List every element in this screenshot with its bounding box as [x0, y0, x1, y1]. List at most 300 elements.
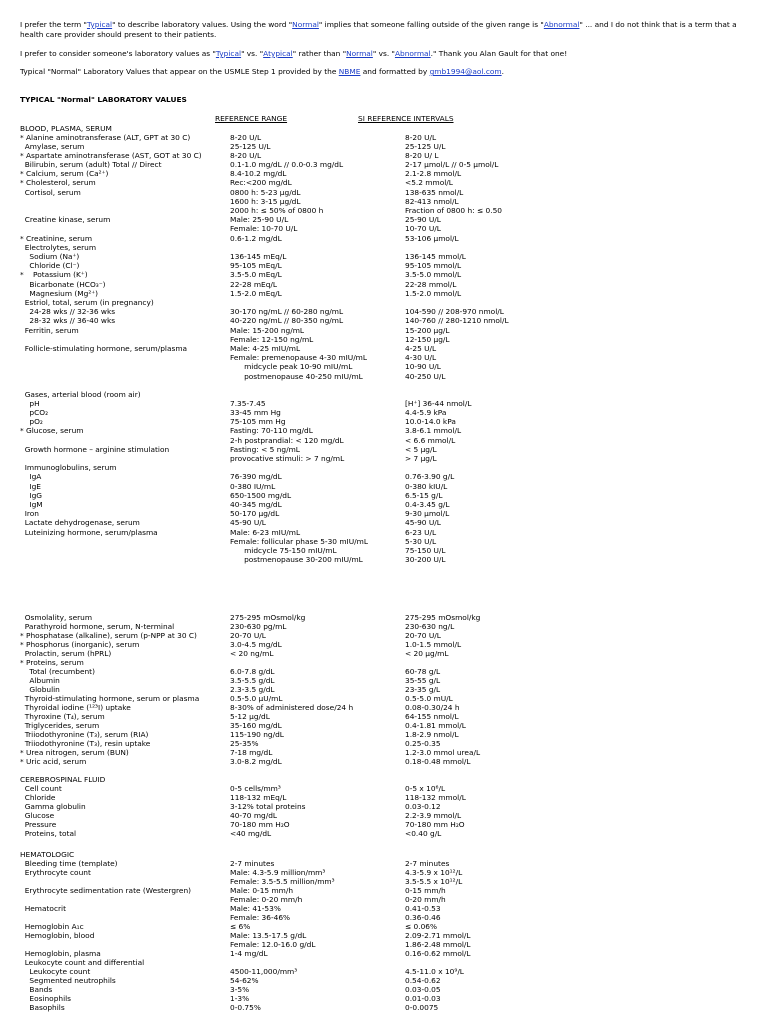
test-name: Bilirubin, serum (adult) Total // Direct: [20, 160, 162, 169]
test-name: Hemoglobin, plasma: [20, 949, 101, 958]
si-value: [H⁺] 36-44 nmol/L: [405, 399, 472, 408]
table-row: [0, 977, 768, 986]
test-name: Glucose: [20, 811, 55, 820]
test-name: Phosphatase (alkaline), serum (p-NPP at 30 C): [26, 631, 197, 640]
si-value: 4.5-11.0 x 10⁹/L: [405, 967, 464, 976]
atypical-term: Atypical: [263, 49, 293, 58]
si-value: 0.16-0.62 mmol/L: [405, 949, 471, 958]
reference-range: Male: 25-90 U/L: [230, 215, 289, 224]
asterisk-marker: *: [20, 757, 24, 766]
test-name: Alanine aminotransferase (ALT, GPT at 30 C): [26, 133, 191, 142]
table-row: [0, 483, 768, 492]
si-value: 64-155 nmol/L: [405, 712, 459, 721]
reference-range: 40-220 ng/mL // 80-350 ng/mL: [230, 316, 344, 325]
test-name: Calcium, serum (Ca²⁺): [26, 169, 109, 178]
reference-range: Female: follicular phase 5-30 mIU/mL: [230, 537, 368, 546]
si-value: <0.40 g/L: [405, 829, 442, 838]
test-name: Prolactin, serum (hPRL): [20, 649, 112, 658]
table-row: [0, 363, 768, 372]
si-value: 0.03-0.05: [405, 985, 441, 994]
reference-range: 8-20 U/L: [230, 133, 262, 142]
test-name: Glucose, serum: [26, 426, 84, 435]
test-name: Gamma globulin: [20, 802, 86, 811]
reference-range: 1600 h: 3-15 µg/dL: [230, 197, 301, 206]
si-value: 53-106 µmol/L: [405, 234, 459, 243]
asterisk-marker: *: [20, 178, 24, 187]
asterisk-marker: *: [20, 426, 24, 435]
reference-range: 35-160 mg/dL: [230, 721, 282, 730]
reference-range: Male: 6-23 mIU/mL: [230, 528, 301, 537]
test-name: 24-28 wks // 32-36 wks: [20, 307, 116, 316]
reference-range: Male: 13.5-17.5 g/dL: [230, 931, 307, 940]
asterisk-marker: *: [20, 631, 24, 640]
si-value: 0-380 kIU/L: [405, 482, 448, 491]
table-row: [0, 464, 768, 473]
si-value: 4-25 U/L: [405, 344, 437, 353]
test-name: Basophils: [20, 1003, 65, 1012]
si-reference-header: SI REFERENCE INTERVALS: [358, 114, 454, 123]
test-name: Amylase, serum: [20, 142, 85, 151]
table-row: [0, 225, 768, 234]
reference-range: midcycle 75-150 mIU/mL: [230, 546, 337, 555]
reference-range: Female: 0-20 mm/h: [230, 895, 303, 904]
table-row: [0, 704, 768, 713]
reference-range: 136-145 mEq/L: [230, 252, 287, 261]
table-row: [0, 253, 768, 262]
test-name: Osmolality, serum: [20, 613, 93, 622]
reference-range: 3-12% total proteins: [230, 802, 306, 811]
reference-range: 54-62%: [230, 976, 259, 985]
reference-range: postmenopause 40-250 mIU/mL: [230, 372, 363, 381]
si-value: > 7 µg/L: [405, 454, 437, 463]
si-value: 75-150 U/L: [405, 546, 446, 555]
si-value: 3.8-6.1 mmol/L: [405, 426, 462, 435]
reference-range: provocative stimuli: > 7 ng/mL: [230, 454, 345, 463]
asterisk-marker: *: [20, 151, 24, 160]
test-name: HEMATOLOGIC: [20, 850, 75, 859]
reference-range: 33-45 mm Hg: [230, 408, 281, 417]
test-name: BLOOD, PLASMA, SERUM: [20, 124, 112, 133]
table-row: [0, 198, 768, 207]
reference-range: Male: 4.3-5.9 million/mm³: [230, 868, 326, 877]
si-value: 138-635 nmol/L: [405, 188, 464, 197]
si-value: 12-150 µg/L: [405, 335, 450, 344]
test-name: Proteins, total: [20, 829, 77, 838]
si-value: <5.2 mmol/L: [405, 178, 453, 187]
asterisk-marker: *: [20, 270, 24, 279]
si-value: 0-0.0075: [405, 1003, 439, 1012]
table-row: [0, 354, 768, 363]
table-row: [0, 179, 768, 188]
test-name: Cell count: [20, 784, 62, 793]
si-value: < 20 µg/mL: [405, 649, 449, 658]
test-name: pCO₂: [20, 408, 49, 417]
si-value: 95-105 mmol/L: [405, 261, 462, 270]
test-name: Thyroxine (T₄), serum: [20, 712, 105, 721]
si-value: 25-125 U/L: [405, 142, 446, 151]
table-row: [0, 373, 768, 382]
si-value: 4.3-5.9 x 10¹²/L: [405, 868, 463, 877]
test-name: Aspartate aminotransferase (AST, GOT at 30 C): [26, 151, 202, 160]
si-value: < 6.6 mmol/L: [405, 436, 456, 445]
si-value: 23-35 g/L: [405, 685, 441, 694]
si-value: 15-200 µg/L: [405, 326, 450, 335]
reference-range: 25-125 U/L: [230, 142, 271, 151]
si-value: 0.08-0.30/24 h: [405, 703, 460, 712]
table-row: [0, 134, 768, 143]
si-value: 0.54-0.62: [405, 976, 441, 985]
test-name: Hemoglobin, blood: [20, 931, 95, 940]
si-value: 10-90 U/L: [405, 362, 441, 371]
si-value: 10-70 U/L: [405, 224, 441, 233]
table-row: [0, 914, 768, 923]
table-row: [0, 887, 768, 896]
table-row: [0, 905, 768, 914]
test-name: Iron: [20, 509, 39, 518]
intro-paragraph-3: Typical "Normal" Laboratory Values that appear on the USMLE Step 1 provided by the NBME and formatted by gmb1994@aol.com.: [20, 67, 504, 76]
reference-range: 1-4 mg/dL: [230, 949, 268, 958]
si-value: 0-5 x 10⁶/L: [405, 784, 446, 793]
asterisk-marker: *: [20, 133, 24, 142]
test-name: Cholesterol, serum: [26, 178, 96, 187]
test-name: CEREBROSPINAL FLUID: [20, 775, 106, 784]
test-name: Urea nitrogen, serum (BUN): [26, 748, 129, 757]
test-name: Cortisol, serum: [20, 188, 81, 197]
reference-range: 3.5-5.0 mEq/L: [230, 270, 282, 279]
si-value: 1.8-2.9 nmol/L: [405, 730, 459, 739]
si-value: 82-413 nmol/L: [405, 197, 459, 206]
reference-range: 118-132 mEq/L: [230, 793, 287, 802]
table-row: [0, 803, 768, 812]
reference-range: Male: 15-200 ng/mL: [230, 326, 305, 335]
table-row: [0, 189, 768, 198]
si-value: 60-78 g/L: [405, 667, 441, 676]
reference-range: 4500-11,000/mm³: [230, 967, 298, 976]
reference-range: 0-0.75%: [230, 1003, 261, 1012]
table-row: [0, 932, 768, 941]
reference-range: 30-170 ng/mL // 60-280 ng/mL: [230, 307, 344, 316]
test-name: Chloride: [20, 793, 56, 802]
si-value: 22-28 mmol/L: [405, 280, 457, 289]
si-value: 35-55 g/L: [405, 676, 441, 685]
table-row: [0, 170, 768, 179]
table-row: [0, 281, 768, 290]
table-row: [0, 959, 768, 968]
si-value: 140-760 // 280-1210 nmol/L: [405, 316, 509, 325]
reference-range: 0.5-5.0 µU/mL: [230, 694, 283, 703]
test-name: Total (recumbent): [20, 667, 95, 676]
reference-range: 2-7 minutes: [230, 859, 275, 868]
test-name: Lactate dehydrogenase, serum: [20, 518, 140, 527]
reference-range: Fasting: < 5 ng/mL: [230, 445, 300, 454]
table-row: [0, 409, 768, 418]
reference-range: 2-h postprandial: < 120 mg/dL: [230, 436, 344, 445]
si-value: 1.2-3.0 mmol urea/L: [405, 748, 481, 757]
reference-range: 3-5%: [230, 985, 250, 994]
reference-range: 0.1-1.0 mg/dL // 0.0-0.3 mg/dL: [230, 160, 344, 169]
si-value: 5-30 U/L: [405, 537, 437, 546]
test-name: Electrolytes, serum: [20, 243, 97, 252]
table-row: [0, 650, 768, 659]
si-value: 2.2-3.9 mmol/L: [405, 811, 462, 820]
test-name: Potassium (K⁺): [26, 270, 88, 279]
reference-range: 70-180 mm H₂O: [230, 820, 290, 829]
table-row: [0, 641, 768, 650]
table-row: [0, 538, 768, 547]
si-value: 0.4-1.81 mmol/L: [405, 721, 466, 730]
typical-term-2: Typical: [215, 49, 242, 58]
test-name: Sodium (Na⁺): [20, 252, 80, 261]
si-value: 8-20 U/L: [405, 133, 437, 142]
reference-range: 7.35-7.45: [230, 399, 266, 408]
reference-range: 115-190 ng/dL: [230, 730, 284, 739]
table-row: [0, 794, 768, 803]
table-row: [0, 161, 768, 170]
reference-range: 0800 h: 5-23 µg/dL: [230, 188, 301, 197]
table-row: [0, 896, 768, 905]
reference-range: Male: 4-25 mIU/mL: [230, 344, 301, 353]
table-row: [0, 821, 768, 830]
reference-range: 45-90 U/L: [230, 518, 266, 527]
reference-range: 95-105 mEq/L: [230, 261, 282, 270]
table-row: [0, 501, 768, 510]
table-row: [0, 785, 768, 794]
reference-range: 75-105 mm Hg: [230, 417, 286, 426]
table-row: [0, 830, 768, 839]
table-row: [0, 244, 768, 253]
reference-range: 5-12 µg/dL: [230, 712, 270, 721]
reference-range: Rec:<200 mg/dL: [230, 178, 292, 187]
table-row: [0, 860, 768, 869]
test-name: Pressure: [20, 820, 57, 829]
table-row: [0, 519, 768, 528]
table-row: [0, 758, 768, 767]
asterisk-marker: *: [20, 640, 24, 649]
table-row: [0, 216, 768, 225]
reference-range: 3.0-8.2 mg/dL: [230, 757, 282, 766]
reference-range: 8.4-10.2 mg/dL: [230, 169, 287, 178]
table-row: [0, 1004, 768, 1013]
test-name: IgA: [20, 472, 42, 481]
table-row: [0, 262, 768, 271]
si-value: 2.1-2.8 mmol/L: [405, 169, 462, 178]
asterisk-marker: *: [20, 234, 24, 243]
si-value: 4.4-5.9 kPa: [405, 408, 447, 417]
test-name: Creatine kinase, serum: [20, 215, 111, 224]
reference-range: 6.0-7.8 g/dL: [230, 667, 275, 676]
test-name: Thyroidal iodine (¹²³I) uptake: [20, 703, 131, 712]
test-name: Ferritin, serum: [20, 326, 79, 335]
test-name: Follicle-stimulating hormone, serum/plasma: [20, 344, 188, 353]
table-row: [0, 327, 768, 336]
test-name: Triglycerides, serum: [20, 721, 100, 730]
reference-range: 40-70 mg/dL: [230, 811, 278, 820]
table-row: [0, 995, 768, 1004]
table-row: [0, 986, 768, 995]
normal-term-2: Normal: [346, 49, 373, 58]
table-row: [0, 446, 768, 455]
si-value: 0.25-0.35: [405, 739, 441, 748]
table-row: [0, 473, 768, 482]
si-value: 40-250 U/L: [405, 372, 446, 381]
test-name: Thyroid-stimulating hormone, serum or plasma: [20, 694, 200, 703]
si-value: 3.5-5.5 x 10¹²/L: [405, 877, 463, 886]
reference-range: midcycle peak 10-90 mIU/mL: [230, 362, 353, 371]
si-value: 3.5-5.0 mmol/L: [405, 270, 462, 279]
reference-range: 230-630 pg/mL: [230, 622, 287, 631]
table-row: [0, 923, 768, 932]
si-value: 0.01-0.03: [405, 994, 441, 1003]
reference-range: 25-35%: [230, 739, 259, 748]
table-row: [0, 556, 768, 565]
reference-range: Female: 10-70 U/L: [230, 224, 298, 233]
asterisk-marker: *: [20, 748, 24, 757]
si-value: 275-295 mOsmol/kg: [405, 613, 481, 622]
test-name: Immunoglobulins, serum: [20, 463, 117, 472]
reference-range: 3.5-5.5 g/dL: [230, 676, 275, 685]
reference-range: 40-345 mg/dL: [230, 500, 282, 509]
si-value: 118-132 mmol/L: [405, 793, 466, 802]
test-name: Triiodothyronine (T₃), serum (RIA): [20, 730, 149, 739]
reference-range: Female: 12-150 ng/mL: [230, 335, 314, 344]
test-name: Chloride (Cl⁻): [20, 261, 80, 270]
si-value: < 5 µg/L: [405, 445, 437, 454]
table-row: [0, 271, 768, 280]
test-name: Luteinizing hormone, serum/plasma: [20, 528, 158, 537]
test-name: 28-32 wks // 36-40 wks: [20, 316, 116, 325]
reference-range: 3.0-4.5 mg/dL: [230, 640, 282, 649]
asterisk-marker: *: [20, 658, 24, 667]
test-name: Creatinine, serum: [26, 234, 93, 243]
nbme-link[interactable]: NBME: [338, 67, 361, 76]
reference-range: 1.5-2.0 mEq/L: [230, 289, 282, 298]
test-name: Hemoglobin A₁c: [20, 922, 84, 931]
table-row: [0, 345, 768, 354]
si-value: 104-590 // 208-970 nmol/L: [405, 307, 504, 316]
table-row: [0, 713, 768, 722]
reference-range: ≤ 6%: [230, 922, 251, 931]
test-name: Erythrocyte sedimentation rate (Westergren): [20, 886, 192, 895]
reference-range: Female: 36-46%: [230, 913, 291, 922]
si-value: 9-30 µmol/L: [405, 509, 450, 518]
table-row: [0, 812, 768, 821]
reference-range: Fasting: 70-110 mg/dL: [230, 426, 313, 435]
abnormal-term: Abnormal: [543, 20, 580, 29]
reference-range: 650-1500 mg/dL: [230, 491, 292, 500]
test-name: Leukocyte count: [20, 967, 91, 976]
table-row: [0, 418, 768, 427]
si-value: 45-90 U/L: [405, 518, 441, 527]
table-row: [0, 207, 768, 216]
si-value: 230-630 ng/L: [405, 622, 455, 631]
table-row: [0, 749, 768, 758]
si-value: 0-15 mm/h: [405, 886, 446, 895]
reference-range: < 20 ng/mL: [230, 649, 274, 658]
test-name: Bleeding time (template): [20, 859, 118, 868]
table-row: [0, 299, 768, 308]
table-row: [0, 317, 768, 326]
si-value: 2.09-2.71 mmol/L: [405, 931, 471, 940]
si-value: Fraction of 0800 h: ≤ 0.50: [405, 206, 503, 215]
si-value: 70-180 mm H₂O: [405, 820, 465, 829]
test-name: Estriol, total, serum (in pregnancy): [20, 298, 154, 307]
si-value: 20-70 U/L: [405, 631, 441, 640]
intro-paragraph-1: I prefer the term "Typical" to describe laboratory values. Using the word "Normal" implies that someone falling outside of the given range is "Abnormal" ... and I do not think that is a term that a health care provider should present to their patients.: [20, 20, 737, 39]
test-name: Hematocrit: [20, 904, 67, 913]
si-value: 2-7 minutes: [405, 859, 450, 868]
asterisk-marker: *: [20, 169, 24, 178]
test-name: Triiodothyronine (T₃), resin uptake: [20, 739, 151, 748]
si-value: 0.03-0.12: [405, 802, 441, 811]
reference-range: 50-170 µg/dL: [230, 509, 280, 518]
table-row: [0, 427, 768, 436]
reference-range: Female: 12.0-16.0 g/dL: [230, 940, 316, 949]
si-value: 6-23 U/L: [405, 528, 437, 537]
si-value: 0.76-3.90 g/L: [405, 472, 455, 481]
table-row: [0, 668, 768, 677]
table-row: [0, 659, 768, 668]
si-value: 10.0-14.0 kPa: [405, 417, 456, 426]
si-value: 1.86-2.48 mmol/L: [405, 940, 471, 949]
table-row: [0, 547, 768, 556]
si-value: 136-145 mmol/L: [405, 252, 466, 261]
si-value: 30-200 U/L: [405, 555, 446, 564]
si-value: 0.5-5.0 mU/L: [405, 694, 453, 703]
test-name: IgG: [20, 491, 42, 500]
reference-range: 0.6-1.2 mg/dL: [230, 234, 282, 243]
abnormal-term-2: Abnormal: [394, 49, 431, 58]
reference-range: 8-30% of administered dose/24 h: [230, 703, 354, 712]
test-name: Segmented neutrophils: [20, 976, 116, 985]
reference-range: 0-380 IU/mL: [230, 482, 276, 491]
table-row: [0, 869, 768, 878]
table-row: [0, 776, 768, 785]
intro-paragraph-2: I prefer to consider someone's laboratory values as "Typical" vs. "Atypical" rather than "Normal" vs. "Abnormal." Thank you Alan Gault for that one!: [20, 49, 568, 58]
test-name: Magnesium (Mg²⁺): [20, 289, 99, 298]
si-value: 1.0-1.5 mmol/L: [405, 640, 462, 649]
reference-range: postmenopause 30-200 mIU/mL: [230, 555, 363, 564]
reference-range: 76-390 mg/dL: [230, 472, 282, 481]
reference-range: 7-18 mg/dL: [230, 748, 273, 757]
reference-range: 20-70 U/L: [230, 631, 266, 640]
reference-range: 0-5 cells/mm³: [230, 784, 281, 793]
si-value: 0.36-0.46: [405, 913, 441, 922]
test-name: Globulin: [20, 685, 60, 694]
test-name: Eosinophils: [20, 994, 72, 1003]
email-link[interactable]: gmb1994@aol.com: [429, 67, 502, 76]
test-name: Erythrocyte count: [20, 868, 91, 877]
reference-range: Female: premenopause 4-30 mIU/mL: [230, 353, 367, 362]
si-value: 1.5-2.0 mmol/L: [405, 289, 462, 298]
reference-range: 2.3-3.5 g/dL: [230, 685, 275, 694]
normal-term: Normal: [292, 20, 319, 29]
test-name: pH: [20, 399, 40, 408]
test-name: pO₂: [20, 417, 43, 426]
reference-range: 275-295 mOsmol/kg: [230, 613, 306, 622]
test-name: IgM: [20, 500, 43, 509]
reference-range-header: REFERENCE RANGE: [215, 114, 288, 123]
si-value: 0.18-0.48 mmol/L: [405, 757, 471, 766]
si-value: 0-20 mm/h: [405, 895, 446, 904]
si-value: 0.41-0.53: [405, 904, 441, 913]
table-row: [0, 391, 768, 400]
si-value: 4-30 U/L: [405, 353, 437, 362]
page-title: TYPICAL "Normal" LABORATORY VALUES: [20, 95, 187, 104]
reference-range: 1-3%: [230, 994, 250, 1003]
reference-range: Male: 41-53%: [230, 904, 281, 913]
test-name: Bands: [20, 985, 53, 994]
test-name: Albumin: [20, 676, 60, 685]
